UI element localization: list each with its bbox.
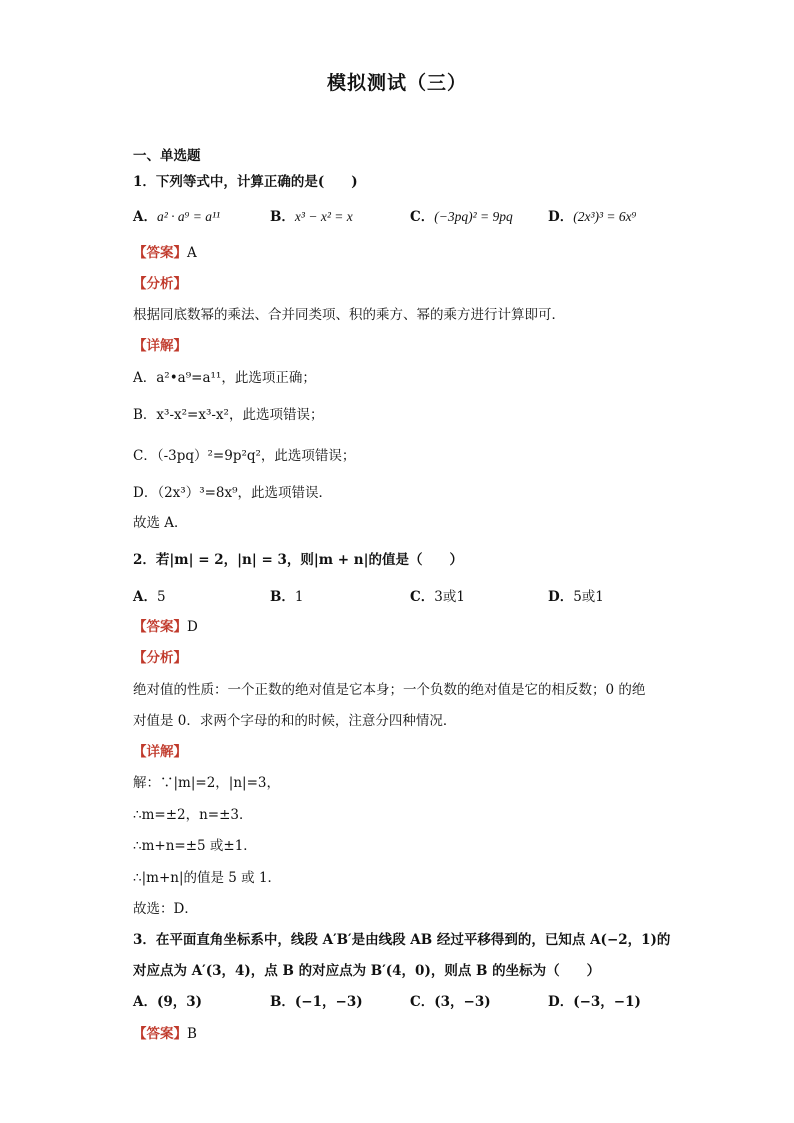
- q2-option-b: B．1: [270, 589, 304, 605]
- q2-option-a: A．5: [133, 589, 166, 605]
- q1-answer: 【答案】A: [133, 245, 197, 261]
- page-title: 模拟测试（三）: [326, 72, 467, 94]
- q3-stem-line-1: 3．在平面直角坐标系中，线段 A′B′是由线段 AB 经过平移得到的，已知点 A(−2，1)的: [133, 932, 671, 948]
- q3-option-d: D．(−3，−1): [548, 994, 641, 1010]
- section-heading: 一、单选题: [133, 148, 201, 164]
- q1-option-b: B．x³ − x² = x: [270, 209, 353, 225]
- q2-analysis-line-1: 绝对值的性质：一个正数的绝对值是它本身；一个负数的绝对值是它的相反数；0 的绝: [133, 682, 646, 698]
- q2-stem: 2．若|m| = 2，|n| = 3，则|m + n|的值是（ ）: [133, 552, 463, 568]
- q3-option-b: B．(−1，−3): [270, 994, 363, 1010]
- q2-detail-1: 解：∵|m|=2，|n|=3，: [133, 775, 280, 791]
- q1-detail-tag: 【详解】: [133, 338, 187, 354]
- q1-option-c: C．(−3pq)² = 9pq: [410, 209, 513, 225]
- q3-option-c: C．(3，−3): [410, 994, 491, 1010]
- q2-option-c: C．3或1: [410, 589, 465, 605]
- q2-detail-4: ∴|m+n|的值是 5 或 1．: [133, 870, 282, 886]
- q3-option-a: A．(9，3): [133, 994, 203, 1010]
- q1-option-a: A．a² · a⁹ = a¹¹: [133, 209, 221, 225]
- q1-detail-d: D．（2x³）³=8x⁹，此选项错误．: [133, 485, 333, 501]
- q1-option-d: D．(2x³)³ = 6x⁹: [548, 209, 637, 225]
- q2-answer: 【答案】D: [133, 619, 198, 635]
- q1-detail-b: B．x³-x²=x³-x²，此选项错误；: [133, 407, 324, 423]
- q1-analysis: 根据同底数幂的乘法、合并同类项、积的乘方、幂的乘方进行计算即可．: [133, 307, 565, 323]
- q2-detail-tag: 【详解】: [133, 744, 187, 760]
- q2-analysis-tag: 【分析】: [133, 650, 187, 666]
- q1-conclusion: 故选 A．: [133, 515, 188, 531]
- q2-detail-2: ∴m=±2，n=±3．: [133, 807, 253, 823]
- q1-detail-c: C．（-3pq）²=9p²q²，此选项错误；: [133, 448, 356, 464]
- q2-conclusion: 故选：D．: [133, 901, 198, 917]
- q3-stem-line-2: 对应点为 A′(3，4)，点 B 的对应点为 B′(4，0)，则点 B 的坐标为（ ）: [133, 963, 601, 979]
- q3-answer: 【答案】B: [133, 1026, 197, 1042]
- q1-stem: 1．下列等式中，计算正确的是( ): [133, 174, 358, 190]
- q2-detail-3: ∴m+n=±5 或±1．: [133, 838, 257, 854]
- q2-option-d: D．5或1: [548, 589, 604, 605]
- q1-detail-a: A．a²•a⁹=a¹¹，此选项正确；: [133, 370, 316, 386]
- q1-analysis-tag: 【分析】: [133, 276, 187, 292]
- q2-analysis-line-2: 对值是 0．求两个字母的和的时候，注意分四种情况．: [133, 713, 457, 729]
